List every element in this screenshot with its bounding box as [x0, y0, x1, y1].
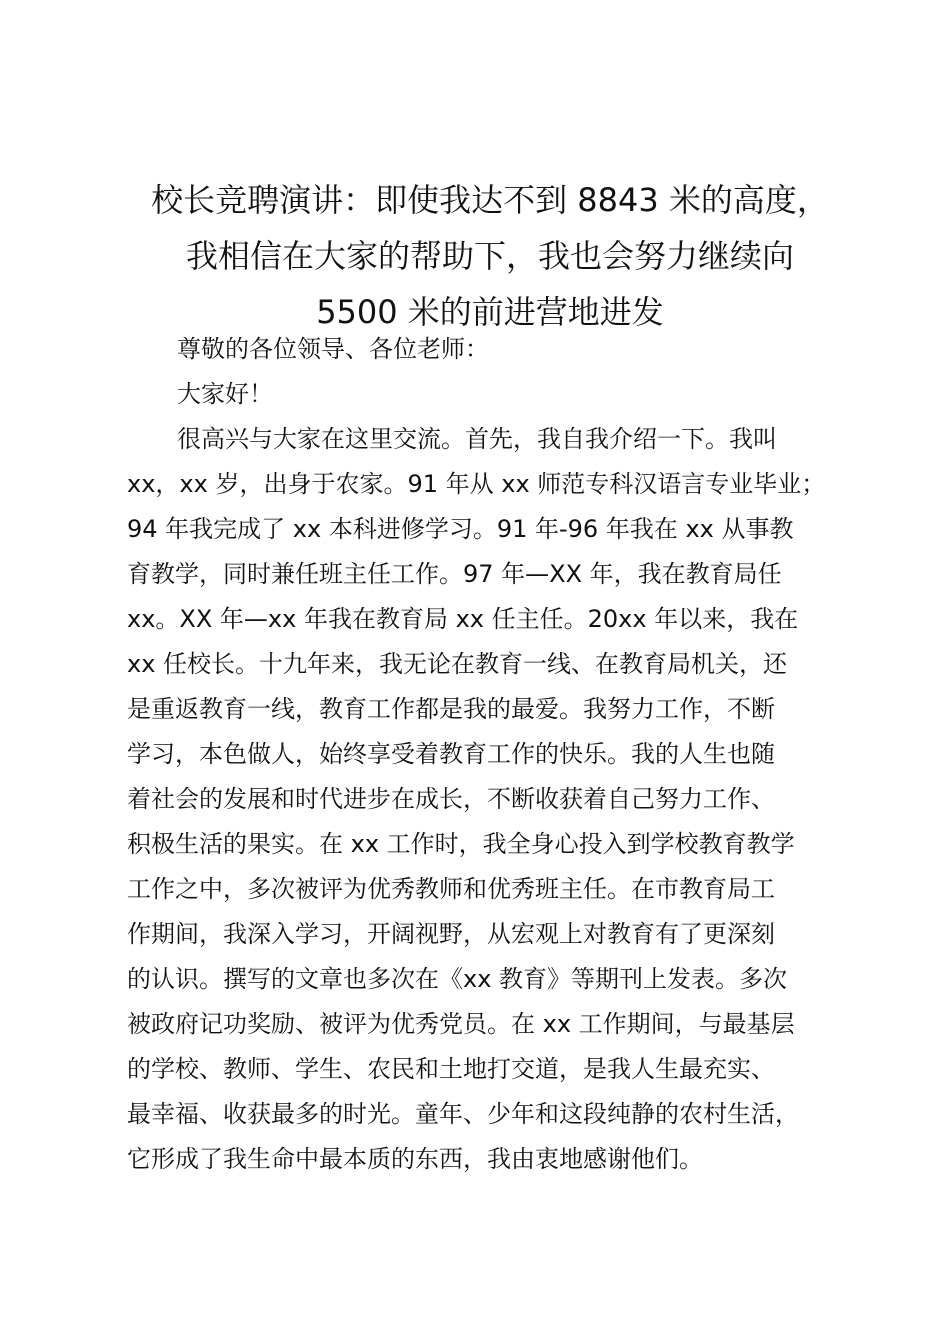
document-title [110, 172, 870, 340]
paragraph-line: 很高兴与大家在这里交流。首先，我自我介绍一下。我叫 [177, 425, 777, 453]
title-line-3: 5500 米的前进营地进发 [316, 293, 664, 331]
document-body [127, 327, 862, 1182]
title-line-1: 校长竞聘演讲：即使我达不到 8843 米的高度， [151, 181, 829, 219]
paragraph-line: 育教学，同时兼任班主任工作。97 年—XX 年，我在教育局任 [127, 560, 782, 588]
paragraph-line: 作期间，我深入学习，开阔视野，从宏观上对教育有了更深刻 [127, 920, 775, 948]
paragraph-line: 最幸福、收获最多的时光。童年、少年和这段纯静的农村生活， [127, 1100, 799, 1128]
paragraph-line: xx，xx 岁，出身于农家。91 年从 xx 师范专科汉语言专业毕业； [127, 470, 826, 498]
paragraph-line: 94 年我完成了 xx 本科进修学习。91 年-96 年我在 xx 从事教 [127, 515, 794, 543]
paragraph-line: 学习，本色做人，始终享受着教育工作的快乐。我的人生也随 [127, 740, 775, 768]
salutation: 尊敬的各位领导、各位老师： [177, 335, 489, 363]
paragraph-line: 被政府记功奖励、被评为优秀党员。在 xx 工作期间，与最基层 [127, 1010, 795, 1038]
greeting: 大家好！ [177, 380, 273, 408]
paragraph-line: 它形成了我生命中最本质的东西，我由衷地感谢他们。 [127, 1145, 703, 1173]
paragraph-line: 着社会的发展和时代进步在成长，不断收获着自己努力工作、 [127, 785, 775, 813]
body-paragraph [127, 417, 862, 1182]
paragraph-line: xx。XX 年—xx 年我在教育局 xx 任主任。20xx 年以来，我在 [127, 605, 799, 633]
paragraph-line: 的学校、教师、学生、农民和土地打交道，是我人生最充实、 [127, 1055, 775, 1083]
paragraph-line: 的认识。撰写的文章也多次在《xx 教育》等期刊上发表。多次 [127, 965, 788, 993]
title-line-2: 我相信在大家的帮助下，我也会努力继续向 [185, 237, 794, 275]
paragraph-line: 是重返教育一线，教育工作都是我的最爱。我努力工作，不断 [127, 695, 775, 723]
paragraph-line: 工作之中，多次被评为优秀教师和优秀班主任。在市教育局工 [127, 875, 775, 903]
paragraph-line: xx 任校长。十九年来，我无论在教育一线、在教育局机关，还 [127, 650, 788, 678]
paragraph-line: 积极生活的果实。在 xx 工作时，我全身心投入到学校教育教学 [127, 830, 795, 858]
